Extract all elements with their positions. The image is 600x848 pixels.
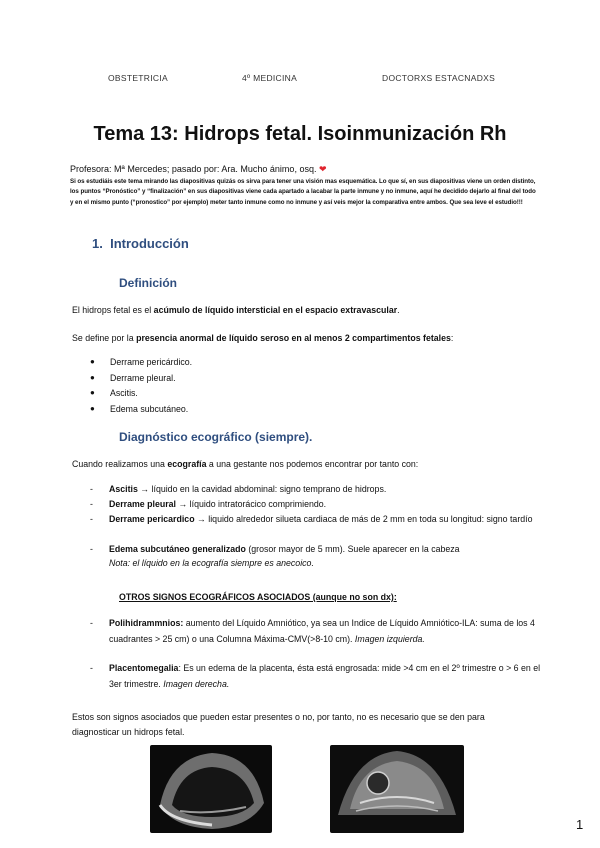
section-title: Introducción: [110, 236, 189, 251]
subheading-definicion: Definición: [119, 276, 178, 290]
bold-run: presencia anormal de líquido seroso en al menos 2 compartimentos fetales: [136, 333, 451, 343]
list-item: - Derrame pericardico → liquido alrededor silueta cardiaca de más de 2 mm en toda su longitud: signo tardío: [90, 514, 533, 524]
item-term: Edema subcutáneo generalizado: [109, 544, 246, 554]
header-authors: DOCTORXS ESTACNADXS: [382, 73, 496, 83]
list-item: - Polihidrammnios: aumento del Líquido Amniótico, ya sea un Indice de Líquido Amniótico-ILA: suma de los 4 cuadrantes > 25 cm) o una Columna Máxima-CMV(>8-10 cm). Imagen izquierda.: [90, 618, 535, 644]
ultrasound-image-left: [150, 745, 272, 833]
page-number: 1: [576, 817, 584, 832]
subheading-diagnostico: Diagnóstico ecográfico (siempre).: [119, 430, 313, 444]
list-item: - Placentomegalia: Es un edema de la placenta, ésta está engrosada: mide >4 cm en el 2º trimestre o > 6 en el 3er trimestre. Imagen derecha.: [90, 663, 541, 689]
item-note: Imagen izquierda.: [354, 633, 425, 644]
definition-paragraph: [72, 305, 400, 315]
item-term: Derrame pleural: [109, 499, 176, 509]
list-item: - Ascitis → líquido en la cavidad abdominal: signo temprano de hidrops.: [90, 484, 387, 494]
header-course: 4º MEDICINA: [242, 73, 298, 83]
intro-note: Si os estudiáis este tema mirando las diapositivas quizás os sirva para tener una visión mas esquemática. Lo que sí, en sus diapositivas viene un orden distinto, los puntos “Pronóstico” y “finalización” en sus diapositivas viene cada apartado a lacabar la parte inmune y no inmune, aquí he decidido dejarlo al final del todo y en el mismo punto (“pronostico” por ejemplo) meter tanto inmune como no inmune y así veis mejor la comparativa entre ambos. Que sea leve el estudio!!!: [70, 178, 536, 206]
compartments-paragraph: [72, 333, 453, 343]
item-term: Ascitis: [109, 484, 138, 494]
item-text: → líquido en la cavidad abdominal: signo temprano de hidrops.: [137, 484, 387, 494]
document-title: Tema 13: Hidrops fetal. Isoinmunización Rh: [93, 123, 507, 145]
professor-text: Profesora: Mª Mercedes; pasado por: Ara. Mucho ánimo, osq.: [70, 164, 317, 174]
item-text: (grosor mayor de 5 mm). Suele aparecer en la cabeza: [245, 544, 460, 554]
item-term: Polihidrammnios:: [109, 618, 184, 628]
list-item: ● Derrame pleural.: [90, 373, 192, 389]
item-text: aumento del Líquido Amniótico, ya sea un Indice de Líquido Amniótico-ILA: suma de los 4 cuadrantes > 25 cm) o una Columna Máxima-CMV(>8-10 cm).: [109, 618, 535, 644]
text-run: :: [450, 333, 454, 343]
professor-line: [70, 164, 327, 175]
item-term: Placentomegalia: [109, 663, 179, 673]
diagnosis-lead: [72, 459, 418, 469]
list-item: ● Ascitis.: [90, 388, 192, 404]
section-number: 1.: [92, 236, 103, 251]
other-signs-heading: OTROS SIGNOS ECOGRÁFICOS ASOCIADOS (aunque no son dx):: [119, 592, 397, 602]
list-item: ● Derrame pericárdico.: [90, 357, 192, 373]
text-run: El hidrops fetal es el: [72, 305, 154, 315]
heart-icon: ❤: [318, 164, 327, 174]
item-text: → liquido alrededor silueta cardiaca de más de 2 mm en toda su longitud: signo tardío: [194, 514, 533, 524]
ultrasound-image-right: [330, 745, 464, 833]
item-text: → líquido intratorácico comprimiendo.: [176, 499, 327, 509]
text-run: a una gestante nos podemos encontrar por tanto con:: [206, 459, 419, 469]
text-run: Se define por la: [72, 333, 137, 343]
item-text: : Es un edema de la placenta, ésta está engrosada: mide >4 cm en el 2º trimestre o > 6 en el 3er trimestre.: [109, 663, 541, 689]
compartments-list: [90, 357, 192, 419]
item-note: Imagen derecha.: [163, 678, 230, 689]
text-run: .: [397, 305, 400, 315]
text-run: Cuando realizamos una: [72, 459, 168, 469]
bold-run: ecografía: [167, 459, 207, 469]
list-item: ● Edema subcutáneo.: [90, 404, 192, 420]
list-item: - Edema subcutáneo generalizado (grosor mayor de 5 mm). Suele aparecer en la cabeza Nota: el líquido en la ecografía siempre es anecoico.: [90, 544, 460, 568]
section-heading-introduccion: [92, 236, 189, 251]
item-note: Nota: el líquido en la ecografía siempre es anecoico.: [109, 557, 314, 568]
bold-run: acúmulo de líquido intersticial en el espacio extravascular: [153, 305, 398, 315]
header-subject: OBSTETRICIA: [108, 73, 168, 83]
item-term: Derrame pericardico: [109, 514, 195, 524]
list-item: - Derrame pleural → líquido intratorácico comprimiendo.: [90, 499, 327, 509]
closing-paragraph: Estos son signos asociados que pueden estar presentes o no, por tanto, no es necesario que se den para diagnosticar un hidrops fetal.: [72, 712, 485, 737]
